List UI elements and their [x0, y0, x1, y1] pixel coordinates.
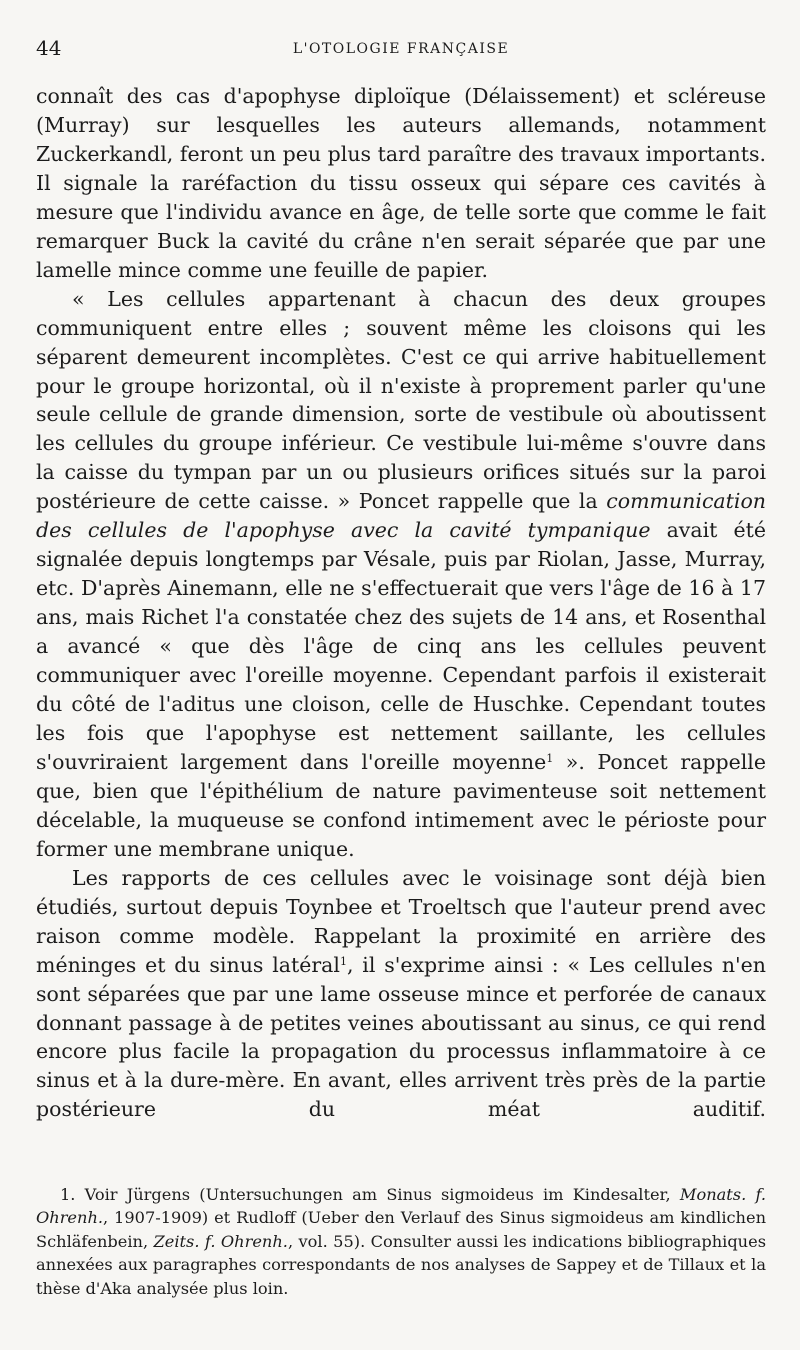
- footnote-journal-2: Zeits. f. Ohrenh.: [153, 1231, 288, 1251]
- body-text: [36, 82, 766, 1124]
- paragraph-2-text-a: « Les cellules appartenant à chacun des deux groupes communiquent entre elles ; souvent même les cloisons qui les séparent demeurent incomplètes. C'est ce qui arrive habituellement pour le groupe horizontal, où il n'existe à proprement parler qu'une seule cellule de grande dimension, sorte de vestibule où aboutissent les cellules du groupe inférieur. Ce vestibule lui-même s'ouvre dans la caisse du tympan par un ou plusieurs orifices situés sur la paroi postérieure de cette caisse. » Poncet rappelle que la: [36, 286, 766, 514]
- paragraph-2-text-b: avait été signalée depuis longtemps par Vésale, puis par Riolan, Jasse, Murray, etc. D'après Ainemann, elle ne s'effectuerait que vers l'âge de 16 à 17 ans, mais Richet l'a constatée chez des sujets de 14 ans, et Rosenthal a avancé « que dès l'âge de cinq ans les cellules peuvent communiquer avec l'oreille moyenne. Cependant parfois il existerait du côté de l'aditus une cloison, celle de Huschke. Cependant toutes les fois que l'apophyse est nettement saillante, les cellules s'ouvriraient largement dans l'oreille moyenne: [36, 518, 766, 774]
- paragraph-3-text-a: Les rapports de ces cellules avec le voisinage sont déjà bien étudiés, surtout depuis Toynbee et Troeltsch que l'auteur prend avec raison comme modèle. Rappelant la proximité en arrière des méninges et du sinus latéral: [36, 865, 766, 977]
- footnote-ref-2: 1: [339, 954, 347, 968]
- footnote-text-c: , vol. 55). Consulter aussi les indications bibliographiques annexées aux paragraphes correspondants de nos analyses de Sappey et de Tillaux et la thèse d'Aka analysée plus loin.: [36, 1231, 766, 1298]
- footnote-text-a: 1. Voir Jürgens (Untersuchungen am Sinus sigmoideus im Kindesalter,: [60, 1185, 680, 1204]
- paragraph-3-text-b: , il s'exprime ainsi : « Les cellules n'en sont séparées que par une lame osseuse mince et perforée de canaux donnant passage à de petites veines aboutissant au sinus, ce qui rend encore plus facile la propagation du processus inflammatoire à ce sinus et à la dure-mère. En avant, elles arrivent très près de la partie postérieure du méat auditif.: [36, 952, 766, 1122]
- page-number: 44: [36, 36, 62, 60]
- page-header: [36, 36, 766, 60]
- paragraph-2-italic: communication des cellules de l'apophyse avec la cavité tympanique: [36, 489, 766, 543]
- paragraph-3: [36, 864, 766, 1125]
- footnotes: [36, 1183, 766, 1300]
- paragraph-2-text-c: ». Poncet rappelle que, bien que l'épithélium de nature pavimenteuse soit nettement décelable, la muqueuse se confond intimement avec le périoste pour former une membrane unique.: [36, 749, 766, 861]
- footnote-text-b: , 1907-1909) et Rudloff (Ueber den Verlauf des Sinus sigmoideus am kindlichen Schläfenbein,: [36, 1208, 766, 1251]
- footnote-ref-1: 1: [546, 751, 554, 765]
- paragraph-2: [36, 285, 766, 864]
- paragraph-1: [36, 82, 766, 285]
- paragraph-1-text: connaît des cas d'apophyse diploïque (Délaissement) et scléreuse (Murray) sur lesquelles les auteurs allemands, notamment Zuckerkandl, feront un peu plus tard paraître des travaux importants. Il signale la raréfaction du tissu osseux qui sépare ces cavités à mesure que l'individu avance en âge, de telle sorte que comme le fait remarquer Buck la cavité du crâne n'en serait séparée que par une lamelle mince comme une feuille de papier.: [36, 84, 766, 282]
- running-title: L'OTOLOGIE FRANÇAISE: [292, 41, 510, 57]
- footnote-1: [36, 1183, 766, 1300]
- footnote-journal-1: Monats. f. Ohrenh.: [36, 1185, 766, 1228]
